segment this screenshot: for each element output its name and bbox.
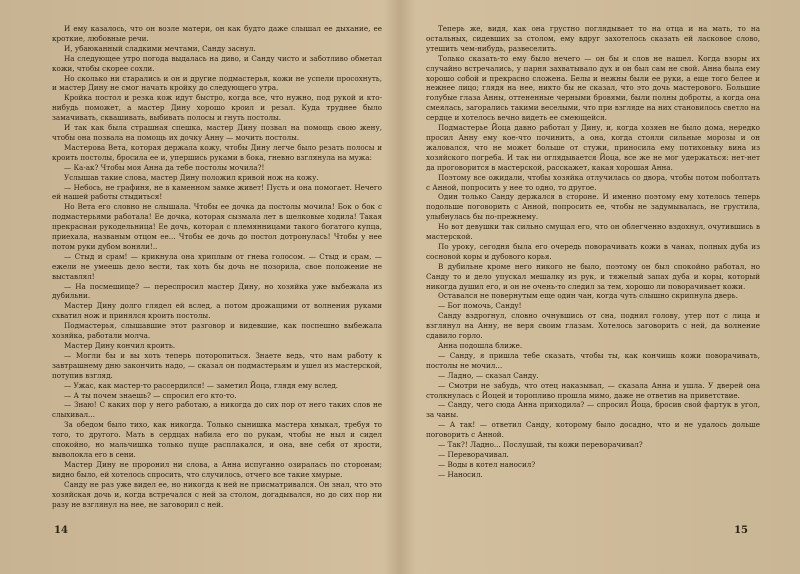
paragraph: — На посмешище? — переспросил мастер Дину, но хозяйка уже выбежала из дубильни. <box>52 281 382 301</box>
right-page-text <box>426 24 760 480</box>
paragraph: И так как была страшная спешка, мастер Дину позвал на помощь свою жену, чтобы она позвала на помощь их дочку Анну — мочить постолы. <box>52 123 382 142</box>
paragraph: — А ты почем знаешь? — спросил его кто-то. <box>64 390 237 400</box>
right-page-number: 15 <box>734 525 748 536</box>
paragraph: Теперь же, видя, как она грустно поглядывает то на отца и на мать, то на остальных, сидевших за столом, ему вдруг захотелось сказать ей ласковое слово, утешить чем-нибудь, развеселить. <box>426 24 760 53</box>
paragraph: Мастер Дину не проронил ни слова, а Анна испуганно озиралась по сторонам; видно было, ей хотелось спросить, что случилось, отчего все такие хмурые. <box>52 459 382 479</box>
paragraph: Но вот девушки так сильно смущал его, что он облегченно вздохнул, очутившись в мастерской. <box>426 222 760 242</box>
paragraph: Но сколько ни старались и он и другие подмастерья, кожи не успели просохнуть, и мастер Дину не смог начать кройку до следующего утра. <box>52 73 382 93</box>
paragraph: Только сказать-то ему было нечего — он бы и слов не нашел. Когда взоры их случайно встречались, у парня захватывало дух и он был сам не свой. Анна была ему хорошо собой и прекрасно сложена. Белы и нежны были ее руки, а еще того белее и нежнее лицо; глядя на нее, никто бы не сказал, что это дочь мастерового. Большие голубые глаза Анны, оттененные черными бровями, были полны доброты, а когда она смеялась, загорались такими веселыми, что при взгляде на них становилось светло на сердце и хотелось вечно видеть ее смеющейся. <box>426 53 760 123</box>
right-page <box>400 0 800 574</box>
paragraph: Но Вета его словно не слышала. Чтобы ее дочка да постолы мочила! Бок о бок с подмастерьями работала! Ее дочка, которая сызмала лет в шелковые ходила! Такая прекрасная рукодельница! Ее дочь, которая с племянницами такого богатого купца, приехала, названым отцом ее... Чтобы ее дочь до постол дотронулась! Чтобы у нее потом руки дубом воняли!.. <box>52 202 382 251</box>
paragraph: Подмастерья, слышавшие этот разговор и видевшие, как поспешно выбежала хозяйка, работали молча. <box>52 321 382 341</box>
paragraph: — Ужас, как мастер-то рассердился! — заметил Йоца, глядя ему вслед. <box>64 380 339 390</box>
paragraph: Поэтому все ожидали, чтобы хозяйка отлучилась со двора, чтобы потом поболтать с Анной, попросить у нее то одно, то другое. <box>426 172 760 192</box>
paragraph: В дубильне кроме него никого не было, поэтому он был спокойно работал, но Санду то и дело упускал мешалку из рук, и тяжелый запах дуба и коры, который никогда душил его, и он не очень-то следил за тем, хорошо ли поворачивает кожи. <box>426 261 760 291</box>
paragraph: — Небось, не графиня, не в каменном замке живет! Пусть и она помогает. Нечего ей нашей работы стыдиться! <box>52 182 382 202</box>
paragraph: Оставался не повернутым еще один чан, когда чуть слышно скрипнула дверь. <box>438 291 738 301</box>
paragraph: По уроку, сегодня была его очередь поворачивать кожи в чанах, полных дуба из сосновой коры и дубового корья. <box>426 241 760 261</box>
paragraph: Анна подошла ближе. <box>438 341 523 350</box>
paragraph: Подмастерье Йоца давно работал у Дину, и, когда хозяев не было дома, нередко просил Анну ему кое-что починить, а она, когда стояли сильные морозы и он жаловался, что не может больше от стужи, приносила ему потихоньку вина из хозяйского погреба. И так ни оглядывается Йоца, все же не мог удержаться: нет-нет да проговорится в мастерской, расскажет, какая хорошая Анна. <box>426 123 760 172</box>
paragraph: — А так! — ответил Санду, которому было досадно, что и не удалось дольше поговорить с Анной. <box>426 420 760 440</box>
left-page-text <box>52 24 382 509</box>
left-page-number: 14 <box>54 525 68 536</box>
paragraph: — Стыд и срам! — крикнула она хриплым от гнева голосом. — Стыд и срам, — ежели не умеешь дело вести, так хоть бы дочь не позорила, свое положение не выставлял! <box>52 251 382 281</box>
paragraph: — Бог помочь, Санду! <box>438 301 522 311</box>
paragraph: Мастерова Вета, которая держала кожу, чтобы Дину легче было резать полосы и кроить постолы, бросила ее и, упершись руками в бока, гневно взглянула на мужа: <box>52 142 382 162</box>
paragraph: Мастер Дину долго глядел ей вслед, а потом дрожащими от волнения руками схватил нож и принялся кроить постолы. <box>52 301 382 321</box>
paragraph: — Наносил. <box>438 469 483 479</box>
paragraph: Санду вздрогнул, словно очнувшись от сна, поднял голову, утер пот с лица и взглянул на Анну, не веря своим глазам. Хотелось заговорить с ней, да волнение сдавило горло. <box>426 311 760 341</box>
paragraph: Санду не раз уже видел ее, но никогда к ней не присматривался. Он знал, что это хозяйская дочь и, когда встречался с ней за столом, догадывался, но до сих пор ни разу не взглянул на нее, не заговорил с ней. <box>52 479 382 509</box>
paragraph: — Ладно, — сказал Санду. <box>438 370 539 380</box>
paragraph: Услышав такие слова, мастер Дину положил кривой нож на кожу. <box>64 172 319 182</box>
paragraph: — Смотри не забудь, что отец наказывал, — сказала Анна и ушла. У дверей она столкнулась с Йоцей и торопливо прошла мимо, даже не ответив на приветствие. <box>426 380 760 400</box>
paragraph: — Знаю! С каких пор у него работаю, а никогда до сих пор от него таких слов не слыхивал... <box>52 400 382 420</box>
paragraph: И, убаюканный сладкими мечтами, Санду заснул. <box>64 43 256 53</box>
paragraph: Один только Санду держался в стороне. И именно поэтому ему хотелось теперь подольше поговорить с Анной, попросить ее, чтобы не задумывалась, не грустила, улыбнулась бы по-прежнему. <box>426 192 760 222</box>
paragraph: — Воды в котел наносил? <box>438 459 536 469</box>
paragraph: — Могли бы и вы хоть теперь поторопиться. Знаете ведь, что нам работу к завтрашнему дню закончить надо, — сказал он подмастерьям и ушел из мастерской, потупив взгляд. <box>52 350 382 380</box>
paragraph: — Санду, я пришла тебе сказать, чтобы ты, как кончишь кожи поворачивать, постолы не мочил... <box>426 350 760 370</box>
paragraph: На следующее утро погода выдалась на диво, и Санду чисто и заботливо обметал кожи, чтобы скорее сохли. <box>52 53 382 73</box>
paragraph: — Переворачивал. <box>438 449 509 459</box>
paragraph: Кройка постол и резка кож идут быстро, когда все, что нужно, под рукой и кто-нибудь поможет, а мастер Дину хорошо кроил и резал. Куда труднее было замачивать, сквашивать, выбивать полосы и гнуть постолы. <box>52 93 382 123</box>
paragraph: И ему казалось, что он возле матери, он как будто даже слышал ее дыхание, ее кроткие, любовные речи. <box>52 24 382 43</box>
paragraph: — Ка-ак? Чтобы моя Анна да тебе постолы мочила?! <box>64 162 265 172</box>
paragraph: За обедом было тихо, как никогда. Только сынишка мастера хныкал, требуя то того, то другого. Мать в сердцах набила его по рукам, чтобы не ныл и сидел спокойно, но мальчишка только пуще расплакался, и она, вне себя от ярости, выволокла его в сени. <box>52 420 382 459</box>
paragraph: — Так?! Ладно... Послушай, ты кожи переворачивал? <box>438 440 643 450</box>
paragraph: Мастер Дину кончил кроить. <box>64 341 176 350</box>
paragraph: — Санду, чего сюда Анна приходила? — спросил Йоца, бросив свой фартук в угол, за чаны. <box>426 400 760 420</box>
